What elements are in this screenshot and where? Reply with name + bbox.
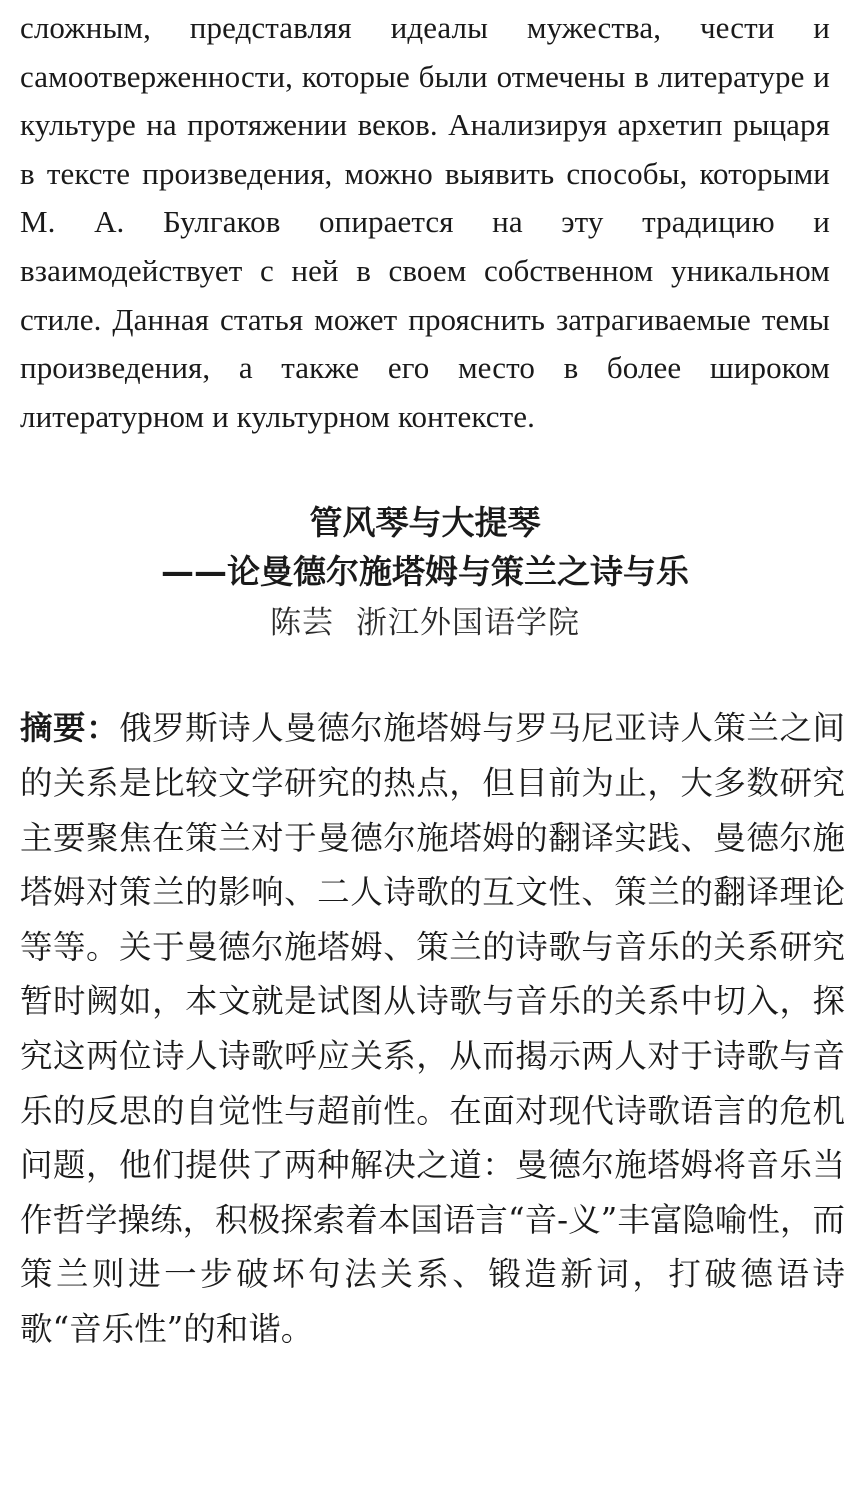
article-subtitle: ——论曼德尔施塔姆与策兰之诗与乐 <box>161 552 689 592</box>
article-title: 管风琴与大提琴 <box>309 503 541 543</box>
abstract-text: 俄罗斯诗人曼德尔施塔姆与罗马尼亚诗人策兰之间的关系是比较文学研究的热点，但目前为止，大多数研究主要聚焦在策兰对于曼德尔施塔姆的翻译实践、曼德尔施塔姆对策兰的影响、二人诗歌的互文性、策兰的翻译理论等等。关于曼德尔施塔姆、策兰的诗歌与音乐的关系研究暂时阙如，本文就是试图从诗歌与音乐的关系中切入，探究这两位诗人诗歌呼应关系，从而揭示两人对于诗歌与音乐的反思的自觉性与超前性。在面对现代诗歌语言的危机问题，他们提供了两种解决之道：曼德尔施塔姆将音乐当作哲学操练，积极探索着本国语言“音-义”丰富隐喻性，而策兰则进一步破坏句法关系、锻造新词，打破德语诗歌“音乐性”的和谐。 <box>20 709 845 1348</box>
article-heading <box>20 499 830 649</box>
author-name: 陈芸 <box>270 605 334 642</box>
abstract-label: 摘要： <box>20 709 120 748</box>
author-line <box>20 597 830 649</box>
russian-intro-paragraph: сложным, представляя идеалы мужества, чести и самоотверженности, которые были отмечены в литературе и культуре на протяжении веков. Анализируя архетип рыцаря в тексте произведения, можно выявить способы, которыми М. А. Булгаков опирается на эту традицию и взаимодействует с ней в своем собственном уникальном стиле. Данная статья может прояснить затрагиваемые темы произведения, а также его место в более широком литературном и культурном контексте. <box>20 10 830 434</box>
document-page <box>20 4 845 1389</box>
abstract-paragraph <box>20 701 845 1356</box>
author-affiliation: 浙江外国语学院 <box>356 605 580 642</box>
